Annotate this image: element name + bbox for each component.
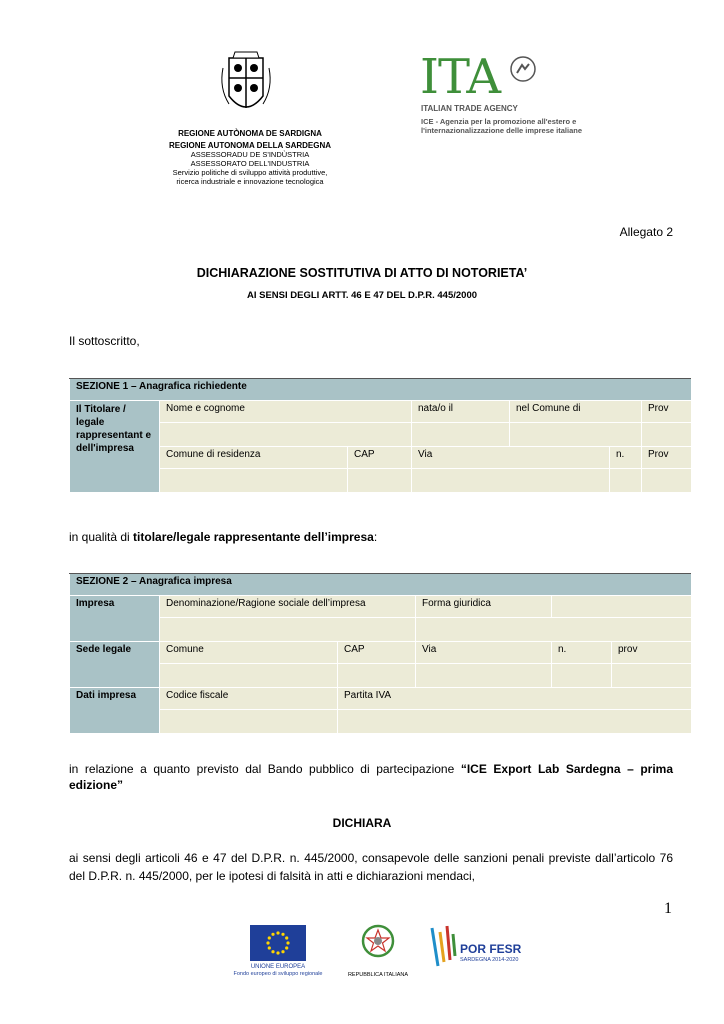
page-number: 1 [664, 900, 672, 917]
field-label-comune-nascita: nel Comune di [510, 401, 642, 423]
qualita-text [69, 529, 377, 545]
section2-table [69, 573, 692, 734]
service-line2: ricerca industriale e innovazione tecnologica [176, 177, 324, 186]
dichiara-heading: DICHIARA [332, 816, 392, 830]
section1-label: Il Titolare / legale rappresentant e dell'impresa [70, 401, 160, 493]
field-label-cap: CAP [348, 447, 412, 469]
sottoscritto-text: Il sottoscritto, [69, 334, 140, 348]
sede-n-input[interactable] [552, 664, 612, 688]
section1-header: SEZIONE 1 – Anagrafica richiedente [70, 379, 692, 401]
sede-via-input[interactable] [416, 664, 552, 688]
relazione-text [69, 761, 673, 793]
ice-line1: ICE - Agenzia per la promozione all'estero e [421, 117, 577, 126]
italian-republic-emblem-icon [361, 924, 395, 960]
field-label-nata: nata/o il [412, 401, 510, 423]
field-label-forma: Forma giuridica [416, 596, 552, 618]
sede-comune-input[interactable] [160, 664, 338, 688]
denominazione-input[interactable] [160, 618, 416, 642]
field-label-nome: Nome e cognome [160, 401, 412, 423]
forma-input-top[interactable] [552, 596, 692, 618]
section2-header: SEZIONE 2 – Anagrafica impresa [70, 574, 692, 596]
qualita-post: : [373, 530, 378, 544]
sede-prov-input[interactable] [612, 664, 692, 688]
forma-input[interactable] [416, 618, 692, 642]
field-label-sede-cap: CAP [338, 642, 416, 664]
rep-label: REPUBBLICA ITALIANA [347, 972, 409, 978]
nata-input[interactable] [412, 423, 510, 447]
por-fesr-icon [428, 922, 458, 970]
comune-nascita-input[interactable] [510, 423, 642, 447]
field-label-denominazione: Denominazione/Ragione sociale dell’impresa [160, 596, 416, 618]
field-label-prov: Prov [642, 401, 692, 423]
sede-label: Sede legale [70, 642, 160, 688]
comune-residenza-input[interactable] [160, 469, 348, 493]
region-name-sardinian: REGIONE AUTÒNOMA DE SARDIGNA [178, 129, 322, 138]
service-line1: Servizio politiche di sviluppo attività produttive, [172, 168, 328, 177]
field-label-sede-comune: Comune [160, 642, 338, 664]
page-title: DICHIARAZIONE SOSTITUTIVA DI ATTO DI NOTORIETA’ [196, 266, 528, 280]
cap-input[interactable] [348, 469, 412, 493]
field-label-cf: Codice fiscale [160, 688, 338, 710]
field-label-sede-via: Via [416, 642, 552, 664]
field-label-via: Via [412, 447, 610, 469]
field-label-sede-prov: prov [612, 642, 692, 664]
eu-fund-label: Fondo europeo di sviluppo regionale [233, 971, 323, 977]
ita-emblem-icon [510, 56, 536, 82]
cf-input[interactable] [160, 710, 338, 734]
ita-name: ITALIAN TRADE AGENCY [421, 104, 518, 113]
sardinia-coat-of-arms [215, 48, 277, 122]
section1-table [69, 378, 692, 493]
via-input[interactable] [412, 469, 610, 493]
field-label-prov-res: Prov [642, 447, 692, 469]
region-name-italian: REGIONE AUTONOMA DELLA SARDEGNA [168, 141, 332, 150]
eu-label: UNIONE EUROPEA [250, 964, 306, 970]
dati-label: Dati impresa [70, 688, 160, 734]
field-label-comune-residenza: Comune di residenza [160, 447, 348, 469]
sede-cap-input[interactable] [338, 664, 416, 688]
nome-input[interactable] [160, 423, 412, 447]
field-label-piva: Partita IVA [338, 688, 692, 710]
relazione-pre: in relazione a quanto previsto dal Bando pubblico di partecipazione [69, 762, 461, 776]
por-fesr-label: POR FESR [460, 942, 522, 956]
dept-name-italian: ASSESSORATO DELL'INDUSTRIA [190, 159, 310, 168]
ita-logo [420, 49, 550, 105]
allegato-label: Allegato 2 [619, 225, 673, 239]
qualita-pre: in qualità di [69, 530, 134, 544]
relazione-bold: “ICE Export Lab Sardegna – prima edizione” [69, 762, 673, 792]
por-fesr-sub: SARDEGNA 2014-2020 [460, 957, 519, 963]
field-label-n: n. [610, 447, 642, 469]
ice-line2: l'internazionalizzazione delle imprese italiane [421, 126, 582, 135]
impresa-label: Impresa [70, 596, 160, 642]
prov-res-input[interactable] [642, 469, 692, 493]
qualita-bold: titolare/legale rappresentante dell’impresa [133, 530, 374, 544]
field-label-sede-n: n. [552, 642, 612, 664]
n-input[interactable] [610, 469, 642, 493]
body-text: ai sensi degli articoli 46 e 47 del D.P.R. n. 445/2000, consapevole delle sanzioni penali previste dall’articolo 76 del D.P.R. n. 445/2000, per le ipotesi di falsità in atti e dichiarazioni mendaci, [69, 851, 673, 883]
prov-nascita-input[interactable] [642, 423, 692, 447]
dept-name-sardinian: ASSESSORADU DE S'INDÙSTRIA [190, 150, 310, 159]
page-subtitle: AI SENSI DEGLI ARTT. 46 E 47 DEL D.P.R. 445/2000 [246, 290, 478, 301]
piva-input[interactable] [338, 710, 692, 734]
ita-logo-text: ITA [420, 49, 501, 105]
eu-flag-icon [250, 925, 306, 961]
